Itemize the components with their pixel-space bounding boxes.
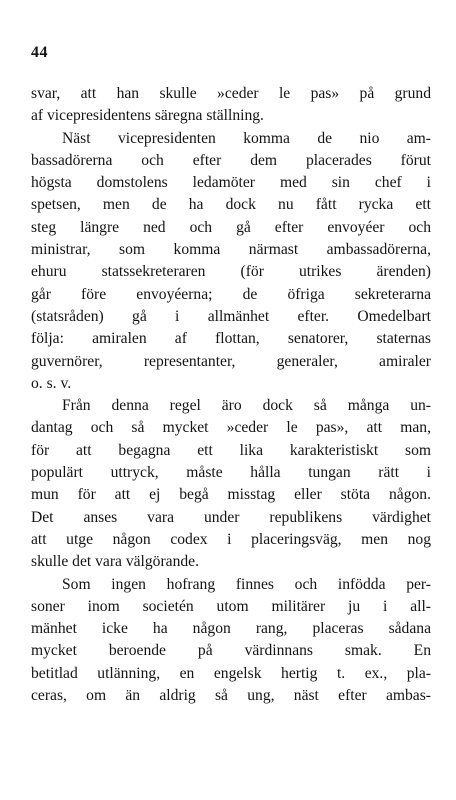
text-line: populärt uttryck, måste hålla tungan rätt i bbox=[31, 464, 431, 482]
text-line: skulle det vara välgörande. bbox=[31, 553, 199, 571]
text-line: mun för att ej begå misstag eller stöta någon. bbox=[31, 486, 431, 504]
text-line: går före envoyéerna; de öfriga sekreterarna bbox=[31, 285, 431, 303]
text-line: steg längre ned och gå efter envoyéer och bbox=[31, 218, 431, 236]
text-line: följa: amiralen af flottan, senatorer, staternas bbox=[31, 330, 431, 348]
text-line: högsta domstolens ledamöter med sin chef i bbox=[31, 174, 431, 192]
text-line: Det anses vara under republikens värdighet bbox=[31, 508, 431, 526]
text-line: mänhet icke ha någon rang, placeras sådana bbox=[31, 620, 431, 638]
body-text bbox=[31, 83, 431, 707]
text-line: ehuru statssekreteraren (för utrikes ärenden) bbox=[31, 263, 431, 281]
text-line: ceras, om än aldrig så ung, näst efter ambas- bbox=[31, 687, 431, 705]
text-line: Från denna regel äro dock så många un- bbox=[62, 397, 431, 415]
text-line: betitlad utlänning, en engelsk hertig t. ex., pla- bbox=[31, 664, 431, 682]
text-line: soner inom societén utom militärer ju i all- bbox=[31, 597, 431, 615]
text-line: mycket beroende på värdinnans smak. En bbox=[31, 642, 431, 660]
text-line: Som ingen hofrang finnes och infödda per- bbox=[62, 575, 431, 593]
text-line: bassadörerna och efter dem placerades förut bbox=[31, 151, 431, 169]
text-line: ministrar, som komma närmast ambassadörerna, bbox=[31, 241, 431, 259]
text-line: o. s. v. bbox=[31, 374, 72, 392]
text-line: dantag och så mycket »ceder le pas», att man, bbox=[31, 419, 431, 437]
text-line: af vicepresidentens säregna ställning. bbox=[31, 107, 264, 125]
text-line: att utge någon codex i placeringsväg, men nog bbox=[31, 530, 431, 548]
text-line: guvernörer, representanter, generaler, amiraler bbox=[31, 352, 431, 370]
text-line: (statsråden) gå i allmänhet efter. Omedelbart bbox=[31, 307, 431, 325]
text-line: för att begagna ett lika karakteristiskt som bbox=[31, 441, 431, 459]
page-number: 44 bbox=[31, 44, 48, 61]
text-line: svar, att han skulle »ceder le pas» på grund bbox=[31, 85, 431, 102]
text-line: Näst vicepresidenten komma de nio am- bbox=[62, 129, 431, 147]
text-line: spetsen, men de ha dock nu fått rycka ett bbox=[31, 196, 431, 214]
